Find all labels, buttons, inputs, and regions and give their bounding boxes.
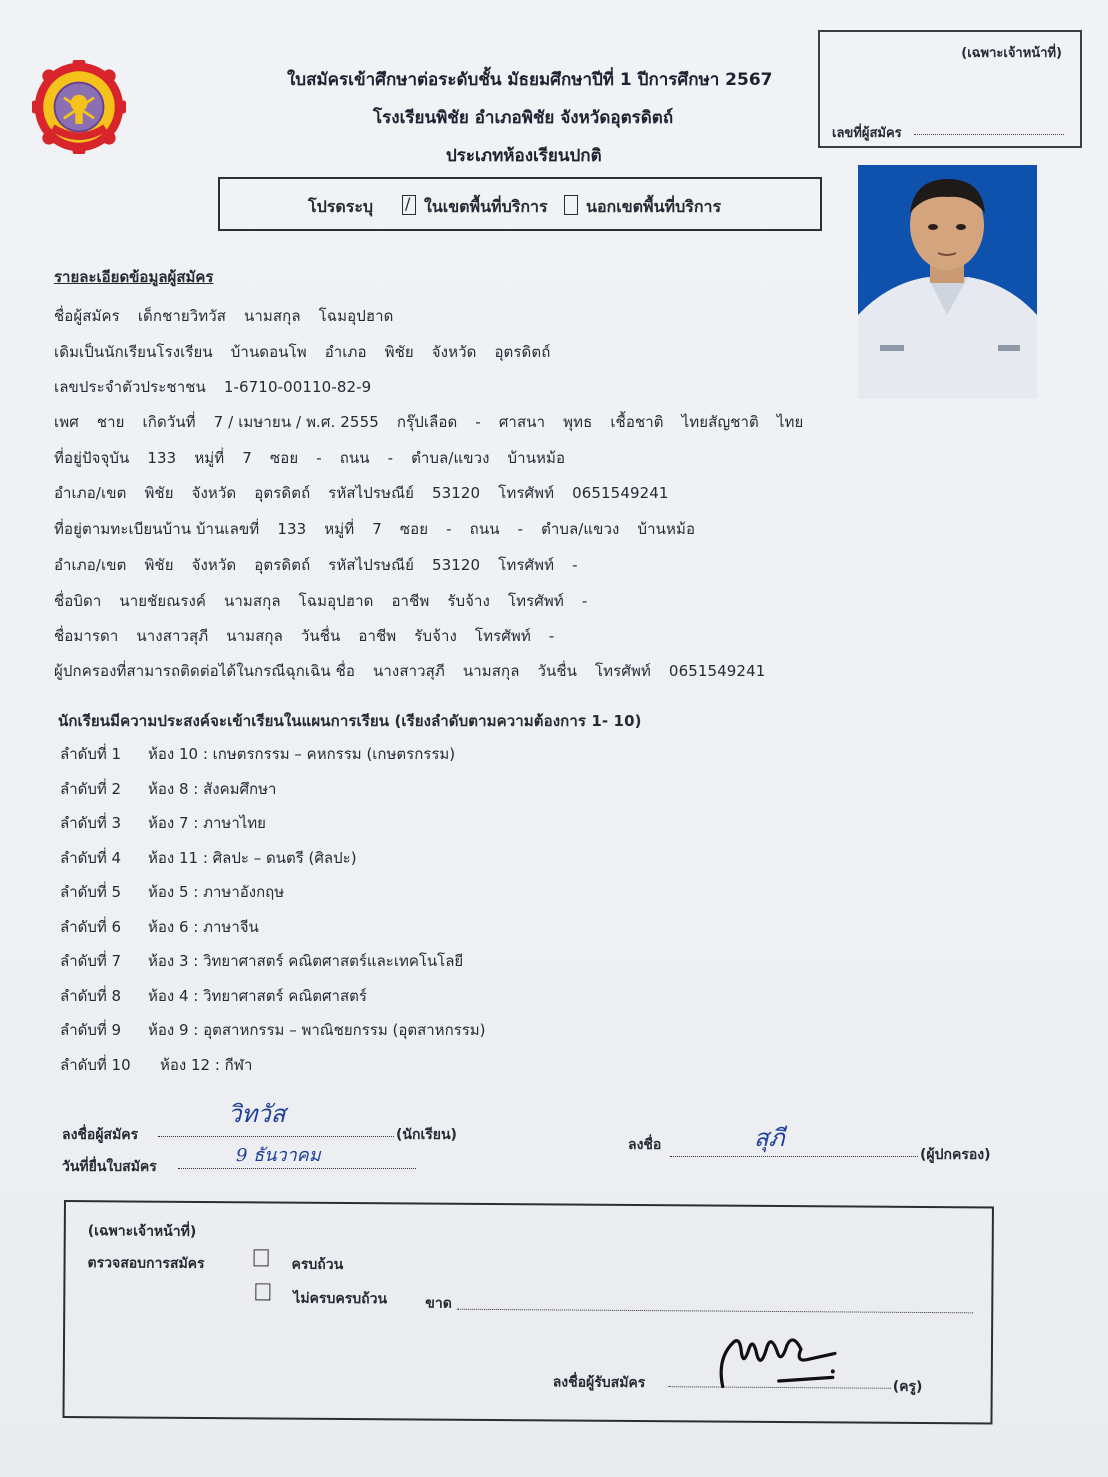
religion-value[interactable]: พุทธ [563, 413, 593, 431]
reg-tel-value[interactable]: - [572, 556, 578, 574]
preference-item [60, 777, 276, 801]
staff-verification-box [62, 1200, 993, 1424]
prov-label: จังหวัด [191, 484, 237, 502]
father-tel-label: โทรศัพท์ [507, 592, 564, 610]
school-amphoe[interactable]: พิชัย [384, 343, 414, 361]
checkmark-icon: / [405, 194, 411, 213]
applicant-sign-label: ลงชื่อผู้สมัคร [62, 1127, 139, 1143]
address-label: ที่อยู่ปัจจุบัน [54, 449, 130, 467]
in-area-checkbox[interactable] [402, 195, 416, 215]
row-mother [54, 624, 572, 648]
preference-room[interactable]: ห้อง 4 : วิทยาศาสตร์ คณิตศาสตร์ [148, 986, 367, 1005]
reg-tambon-value[interactable]: บ้านหม้อ [637, 520, 696, 538]
district-value[interactable]: พิชัย [144, 484, 174, 502]
sex-label: เพศ [54, 413, 79, 431]
preference-item [60, 1018, 486, 1042]
father-label: ชื่อบิดา [54, 592, 102, 610]
race-label: เชื้อชาติ [610, 413, 664, 431]
row-registered-district [54, 553, 596, 577]
reg-road-label: ถนน [469, 520, 500, 538]
reg-prov-label: จังหวัด [191, 556, 237, 574]
preference-item [60, 846, 357, 870]
applicant-signature: วิทวัส [228, 1100, 286, 1128]
house-number[interactable]: 133 [147, 449, 177, 467]
reg-house-number[interactable]: 133 [277, 520, 307, 538]
reg-road-value[interactable]: - [517, 520, 524, 538]
preference-item [60, 811, 266, 835]
row-current-address [54, 446, 583, 470]
complete-label: ครบถ้วน [291, 1256, 344, 1273]
receiver-label: ลงชื่อผู้รับสมัคร [552, 1374, 646, 1392]
reg-soi-value[interactable]: - [446, 520, 452, 538]
reg-address-label: ที่อยู่ตามทะเบียนบ้าน บ้านเลขที่ [54, 520, 260, 538]
tambon-label: ตำบล/แขวง [411, 449, 490, 467]
in-area-label: ในเขตพื้นที่บริการ [424, 197, 548, 216]
race-value[interactable]: ไทยสัญชาติ [681, 413, 759, 431]
guardian-role: (ผู้ปกครอง) [920, 1147, 991, 1163]
reg-district-value[interactable]: พิชัย [144, 556, 174, 574]
zip-label: รหัสไปรษณีย์ [328, 484, 414, 502]
guardian-tel-label: โทรศัพท์ [595, 662, 651, 680]
soi-value[interactable]: - [316, 449, 322, 467]
province-label: จังหวัด [431, 343, 477, 361]
preference-order: ลำดับที่ 10 [60, 1055, 131, 1074]
birth-date[interactable]: 7 / เมษายน / พ.ศ. 2555 [213, 413, 379, 431]
mother-surname-label: นามสกุล [226, 627, 283, 645]
preference-room[interactable]: ห้อง 5 : ภาษาอังกฤษ [148, 883, 285, 901]
reg-moo-label: หมู่ที่ [324, 520, 355, 538]
mother-label: ชื่อมารดา [54, 627, 119, 645]
road-label: ถนน [339, 449, 370, 467]
surname-label: นามสกุล [244, 307, 301, 325]
row-id [54, 375, 389, 399]
preference-order: ลำดับที่ 4 [60, 848, 122, 867]
moo-value[interactable]: 7 [242, 449, 252, 467]
mother-job[interactable]: รับจ้าง [414, 627, 457, 645]
row-father [54, 589, 605, 613]
complete-checkbox[interactable] [254, 1249, 269, 1266]
soi-label: ซอย [269, 449, 299, 467]
preferences-title: นักเรียนมีความประสงค์จะเข้าเรียนในแผนการเรียน (เรียงลำดับตามความต้องการ 1- 10) [58, 712, 642, 730]
guardian-sign-label: ลงชื่อ [628, 1137, 662, 1153]
school-seal-logo [32, 60, 126, 154]
preference-order: ลำดับที่ 6 [60, 917, 122, 936]
form-title: ใบสมัครเข้าศึกษาต่อระดับชั้น มัธยมศึกษาปีที่ 1 ปีการศึกษา 2567 [287, 70, 773, 90]
tel-label: โทรศัพท์ [498, 484, 555, 502]
receiver-role: (ครู) [892, 1378, 923, 1395]
out-area-label: นอกเขตพื้นที่บริการ [586, 197, 722, 216]
school-name: โรงเรียนพิชัย อำเภอพิชัย จังหวัดอุตรดิตถ์ [373, 108, 674, 128]
row-registered-address [54, 517, 713, 541]
row-name [54, 304, 411, 328]
mother-tel[interactable]: - [548, 627, 555, 645]
applicant-sign-line[interactable] [158, 1136, 394, 1137]
mother-name[interactable]: นางสาวสุภี [136, 627, 209, 645]
district-label: อำเภอ/เขต [54, 484, 127, 502]
preference-room[interactable]: ห้อง 8 : สังคมศึกษา [148, 779, 277, 798]
applicant-section-title: รายละเอียดข้อมูลผู้สมัคร [54, 268, 214, 286]
row-school [54, 340, 568, 364]
guardian-tel[interactable]: 0651549241 [668, 662, 766, 680]
blood-label: กรุ๊ปเลือด [396, 413, 458, 431]
sex-value[interactable]: ชาย [96, 413, 125, 431]
guardian-surname-label: นามสกุล [462, 662, 520, 680]
school-label: เดิมเป็นนักเรียนโรงเรียน [54, 343, 213, 361]
preference-item [60, 984, 367, 1008]
religion-label: ศาสนา [498, 413, 546, 431]
mother-tel-label: โทรศัพท์ [474, 627, 531, 645]
preference-order: ลำดับที่ 7 [60, 952, 122, 970]
receiver-signature [715, 1329, 845, 1392]
service-area-choice [218, 177, 822, 231]
preference-room[interactable]: ห้อง 10 : เกษตรกรรม – คหกรรม (เกษตรกรรม) [148, 745, 456, 763]
reg-tambon-label: ตำบล/แขวง [541, 520, 620, 538]
preference-room[interactable]: ห้อง 12 : กีฬา [160, 1055, 253, 1074]
reg-prov-value[interactable]: อุตรดิตถ์ [254, 556, 311, 574]
reg-tel-label: โทรศัพท์ [498, 556, 555, 574]
guardian-signature: สุภี [754, 1124, 785, 1152]
guardian-surname[interactable]: วันชื่น [537, 662, 578, 680]
applicant-number-label: เลขที่ผู้สมัคร [832, 126, 902, 141]
preference-order: ลำดับที่ 8 [60, 986, 122, 1005]
incomplete-checkbox[interactable] [255, 1283, 270, 1300]
reg-soi-label: ซอย [399, 520, 429, 538]
applicant-name[interactable]: เด็กชายวิทวัส [137, 307, 227, 325]
father-job[interactable]: รับจ้าง [447, 592, 490, 610]
mother-surname[interactable]: วันชื่น [300, 627, 341, 645]
moo-label: หมู่ที่ [194, 449, 225, 467]
zip-value[interactable]: 53120 [431, 484, 481, 502]
preference-order: ลำดับที่ 5 [60, 883, 122, 901]
submit-date-value: 9 ธันวาคม [236, 1145, 321, 1166]
prov-value[interactable]: อุตรดิตถ์ [254, 484, 311, 502]
nationality-value[interactable]: ไทย [776, 413, 804, 431]
preference-room[interactable]: ห้อง 6 : ภาษาจีน [148, 917, 259, 936]
preference-order: ลำดับที่ 3 [60, 814, 122, 832]
preference-item [60, 915, 259, 939]
guardian-name[interactable]: นางสาวสุภี [373, 662, 445, 680]
name-label: ชื่อผู้สมัคร [54, 307, 120, 325]
missing-items-line[interactable] [457, 1309, 973, 1314]
choice-prompt: โปรดระบุ [308, 197, 374, 216]
tambon-value[interactable]: บ้านหม้อ [507, 449, 566, 467]
out-area-checkbox[interactable] [564, 195, 578, 215]
staff-label: (เฉพาะเจ้าหน้าที่) [87, 1223, 197, 1240]
submit-date-label: วันที่ยื่นใบสมัคร [62, 1159, 157, 1175]
father-tel[interactable]: - [581, 592, 588, 610]
office-use-box [818, 30, 1082, 148]
row-current-district [54, 481, 687, 505]
father-surname-label: นามสกุล [224, 592, 281, 610]
applicant-surname[interactable]: โฉมอุปฮาด [318, 307, 394, 325]
missing-label: ขาด [425, 1295, 452, 1312]
previous-school[interactable]: บ้านดอนโพ [230, 343, 307, 361]
tel-value[interactable]: 0651549241 [572, 484, 669, 502]
guardian-label: ผู้ปกครองที่สามารถติดต่อได้ในกรณีฉุกเฉิน ชื่อ [54, 662, 356, 680]
applicant-number-field[interactable] [914, 134, 1064, 135]
father-surname[interactable]: โฉมอุปฮาด [298, 592, 374, 610]
office-use-label: (เฉพาะเจ้าหน้าที่) [961, 46, 1062, 61]
school-province[interactable]: อุตรดิตถ์ [494, 343, 551, 361]
preference-order: ลำดับที่ 9 [60, 1021, 122, 1039]
row-personal [54, 410, 821, 434]
father-job-label: อาชีพ [391, 592, 430, 610]
preference-room[interactable]: ห้อง 3 : วิทยาศาสตร์ คณิตศาสตร์และเทคโนโลยี [148, 952, 464, 970]
preference-room[interactable]: ห้อง 9 : อุตสาหกรรม – พาณิชยกรรม (อุตสาหกรรม) [148, 1021, 486, 1039]
preference-item [60, 949, 463, 973]
blood-type[interactable]: - [475, 413, 481, 431]
preference-item [60, 742, 455, 766]
reg-district-label: อำเภอ/เขต [54, 556, 127, 574]
birth-label: เกิดวันที่ [142, 413, 196, 431]
road-value[interactable]: - [387, 449, 394, 467]
mother-job-label: อาชีพ [358, 627, 397, 645]
row-guardian [54, 659, 783, 683]
amphoe-label: อำเภอ [324, 343, 367, 361]
reg-moo-value[interactable]: 7 [372, 520, 382, 538]
reg-zip-value[interactable]: 53120 [431, 556, 481, 574]
preference-order: ลำดับที่ 1 [60, 745, 122, 763]
preference-item [60, 880, 284, 904]
reg-zip-label: รหัสไปรษณีย์ [328, 556, 414, 574]
check-label: ตรวจสอบการสมัคร [87, 1255, 205, 1272]
preference-order: ลำดับที่ 2 [60, 779, 122, 798]
classroom-type: ประเภทห้องเรียนปกติ [446, 146, 602, 166]
father-name[interactable]: นายชัยณรงค์ [119, 592, 207, 610]
applicant-photo [858, 165, 1037, 399]
preference-item [60, 1053, 252, 1077]
applicant-role: (นักเรียน) [396, 1127, 457, 1143]
preference-room[interactable]: ห้อง 11 : ศิลปะ – ดนตรี (ศิลปะ) [148, 848, 357, 867]
preference-room[interactable]: ห้อง 7 : ภาษาไทย [148, 814, 266, 832]
citizen-id[interactable]: 1-6710-00110-82-9 [223, 378, 372, 396]
id-label: เลขประจำตัวประชาชน [54, 378, 206, 396]
incomplete-label: ไม่ครบครบถ้วน [293, 1290, 388, 1308]
guardian-sign-line[interactable] [670, 1156, 918, 1157]
